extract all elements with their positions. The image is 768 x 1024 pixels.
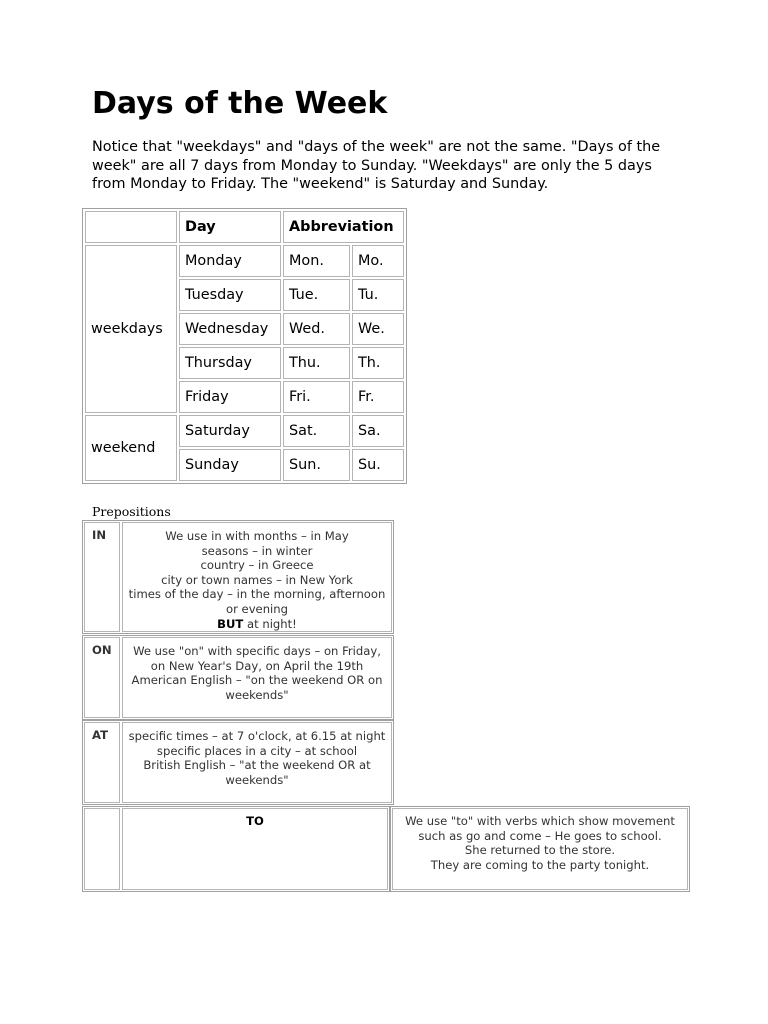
prep-line [126,617,388,632]
group-weekend: weekend [85,415,177,481]
prep-line: country – in Greece [200,558,314,573]
header-day: Day [179,211,281,243]
prep-key-to: TO [122,808,388,890]
prep-but-rest: at night! [243,616,297,631]
prep-body-at [122,722,392,803]
empty-header-cell [85,211,177,243]
prep-key-empty [84,808,120,890]
abbr-cell: Thu. [283,347,350,379]
prep-key-at: AT [84,722,120,803]
day-cell: Wednesday [179,313,281,345]
day-cell: Sunday [179,449,281,481]
group-weekdays: weekdays [85,245,177,413]
table-row [85,245,404,277]
prep-line: American English – "on the weekend OR on weekends" [131,673,383,702]
prep-row-at [82,720,394,805]
table-row [85,415,404,447]
short-cell: Th. [352,347,404,379]
prep-line: She returned to the store. [464,843,616,858]
abbr-cell: Sat. [283,415,350,447]
header-abbreviation: Abbreviation [283,211,404,243]
page-title: Days of the Week [92,86,388,121]
day-cell: Saturday [179,415,281,447]
abbr-cell: Fri. [283,381,350,413]
prep-row-on [82,635,394,720]
abbr-cell: Sun. [283,449,350,481]
short-cell: Mo. [352,245,404,277]
short-cell: Tu. [352,279,404,311]
short-cell: We. [352,313,404,345]
day-cell: Thursday [179,347,281,379]
short-cell: Sa. [352,415,404,447]
prep-line: city or town names – in New York [161,572,353,587]
prep-but: BUT [217,616,244,631]
prep-line: We use "to" with verbs which show movement such as go and come – He goes to school. [405,814,675,843]
prep-row-in [82,520,394,634]
abbr-cell: Wed. [283,313,350,345]
prep-line: They are coming to the party tonight. [430,857,650,872]
table-header-row [85,211,404,243]
short-cell: Fr. [352,381,404,413]
prep-line: specific times – at 7 o'clock, at 6.15 at night [128,729,386,743]
prep-line: specific places in a city – at school [156,743,358,758]
prepositions-caption: Prepositions [92,504,171,519]
prep-key-in: IN [84,522,120,632]
prep-body-on [122,637,392,718]
prep-line: We use "on" with specific days – on Friday, on New Year's Day, on April the 19th [133,644,381,673]
prep-line: British English – "at the weekend OR at weekends" [143,758,371,787]
abbr-cell: Mon. [283,245,350,277]
day-cell: Monday [179,245,281,277]
prep-line: times of the day – in the morning, afternoon or evening [128,587,386,616]
prep-body-in [122,522,392,632]
intro-paragraph: Notice that "weekdays" and "days of the week" are not the same. "Days of the week" are all 7 days from Monday to Sunday. "Weekdays" are only the 5 days from Monday to Friday. The "weekend" is Saturday and Sunday. [92,139,661,192]
prep-body-to [392,808,688,890]
prep-key-on: ON [84,637,120,718]
prep-body-to-wrapper [390,806,690,892]
prep-line: We use in with months – in May [165,529,349,543]
prep-line: seasons – in winter [201,543,313,558]
days-table [82,208,407,484]
abbr-cell: Tue. [283,279,350,311]
short-cell: Su. [352,449,404,481]
prep-row-to [82,806,390,892]
day-cell: Tuesday [179,279,281,311]
day-cell: Friday [179,381,281,413]
